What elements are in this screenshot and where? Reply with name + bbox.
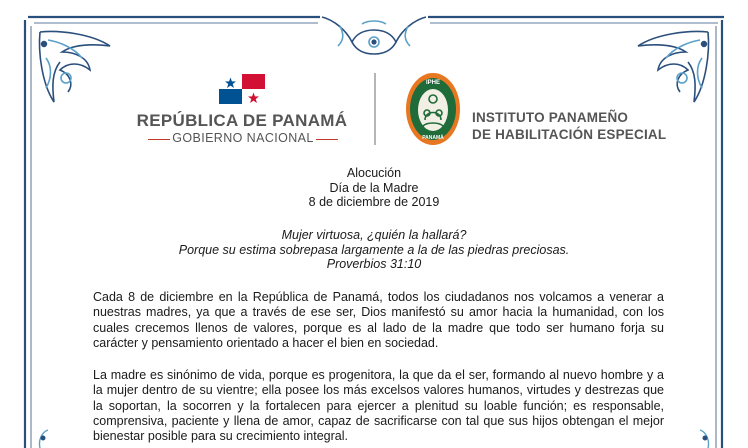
document-occasion: Día de la Madre	[329, 180, 419, 195]
institute-line-2: DE HABILITACIÓN ESPECIAL	[472, 127, 667, 142]
panama-flag-icon	[219, 74, 265, 104]
institute-line-1: INSTITUTO PANAMEÑO	[472, 110, 629, 125]
document-type: Alocución	[346, 166, 402, 180]
epigraph-citation: Proverbios 31:10	[326, 257, 422, 271]
ornamental-corner-icon	[638, 32, 708, 102]
republic-title: REPÚBLICA DE PANAMÁ	[136, 111, 348, 130]
seal-top-text: IPHE	[425, 80, 441, 86]
ornamental-crest-icon	[322, 17, 426, 54]
institute-title	[472, 109, 666, 143]
seal-bottom-text: PANAMÁ	[422, 135, 444, 141]
right-rule	[316, 139, 338, 140]
government-title: GOBIERNO NACIONAL	[172, 131, 314, 145]
iphe-seal-icon	[405, 72, 461, 146]
epigraph	[150, 228, 598, 272]
header-divider	[374, 73, 376, 145]
epigraph-line: Porque su estima sobrepasa largamente a la de las piedras preciosas.	[178, 242, 570, 257]
ornamental-corner-icon	[40, 32, 110, 102]
document-date: 8 de diciembre de 2019	[308, 195, 440, 209]
document-heading	[200, 166, 548, 210]
epigraph-line: Mujer virtuosa, ¿quién la hallará?	[281, 228, 467, 242]
left-rule	[148, 139, 170, 140]
body-paragraph: La madre es sinónimo de vida, porque es progenitora, la que da el ser, formando al nuevo hombre y a la mujer dentro de su vientre; ella posee los más excelsos valores humanos, virtudes y destrezas que la soportan, la socorren y la fortalecen para ejercer a plenitud su loable función; es responsable, comprensiva, paciente y llena de amor, capaz de sacrificarse con tal que sus hijos obtengan el mejor bienestar posible para su crecimiento integral.	[93, 368, 664, 444]
body-paragraph: Cada 8 de diciembre en la República de Panamá, todos los ciudadanos nos volcamos a venerar a nuestras madres, ya que a través de ese ser, Dios manifestó su amor hacia la humanidad, con los cuales crecemos llenos de valores, porque es al lado de la madre que todo ser humano forja su carácter y pensamiento orientado a hacer el bien en sociedad.	[93, 290, 664, 350]
